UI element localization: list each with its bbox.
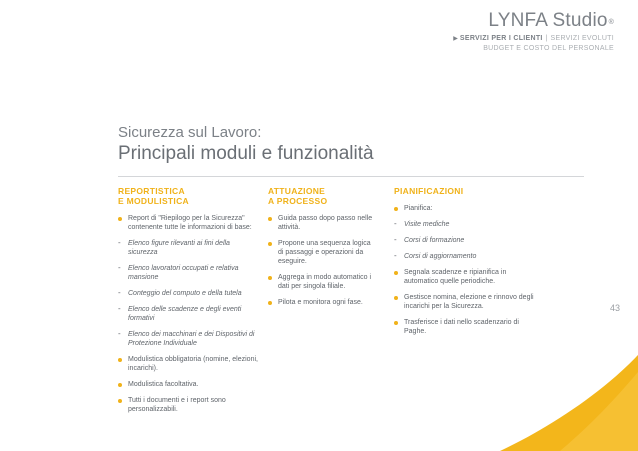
- list-item: [118, 214, 258, 232]
- list-item: [118, 396, 258, 414]
- list-item: [268, 239, 378, 266]
- breadcrumb-active[interactable]: SERVIZI PER I CLIENTI: [459, 35, 543, 42]
- feature-list: [394, 204, 534, 336]
- list-item-text: Segnala scadenze e ripianifica in automatico quelle periodiche.: [404, 269, 507, 285]
- column-pianificazioni: [394, 186, 534, 343]
- list-item-text: Pilota e monitora ogni fase.: [278, 299, 363, 306]
- list-item: [118, 305, 258, 323]
- list-item-text: Conteggio del computo e della tutela: [128, 290, 242, 297]
- list-item-text: Trasferisce i dati nello scadenzario di Paghe.: [404, 319, 519, 335]
- list-item: [118, 330, 258, 348]
- breadcrumb-separator: |: [545, 35, 548, 42]
- column-heading: ATTUAZIONE A PROCESSO: [268, 186, 328, 206]
- list-item-text: Elenco lavoratori occupati e relativa mansione: [128, 265, 239, 281]
- list-item: [118, 264, 258, 282]
- list-item: [394, 318, 534, 336]
- list-item-text: Corsi di formazione: [404, 237, 465, 244]
- list-item-text: Guida passo dopo passo nelle attività.: [278, 215, 373, 231]
- list-item-text: Aggrega in modo automatico i dati per singola filiale.: [278, 274, 371, 290]
- breadcrumb-section[interactable]: SERVIZI EVOLUTI: [550, 35, 614, 42]
- list-item-text: Elenco delle scadenze e degli eventi formativi: [128, 306, 242, 322]
- brand-title: [453, 10, 614, 32]
- list-item-text: Propone una sequenza logica di passaggi e operazioni da eseguire.: [278, 240, 371, 265]
- column-attuazione: [268, 186, 378, 314]
- list-item: [394, 236, 534, 245]
- breadcrumb-subsection[interactable]: BUDGET E COSTO DEL PERSONALE: [483, 45, 614, 52]
- list-item: [118, 239, 258, 257]
- feature-list: [118, 214, 258, 414]
- list-item: [394, 252, 534, 261]
- registered-mark: ®: [608, 19, 614, 26]
- page-number: 43: [610, 303, 621, 313]
- list-item: [394, 204, 534, 213]
- column-heading: PIANIFICAZIONI: [394, 186, 464, 196]
- breadcrumb: [453, 34, 614, 44]
- list-item: [394, 220, 534, 229]
- list-item: [394, 293, 534, 311]
- list-item: [118, 289, 258, 298]
- list-item-text: Gestisce nomina, elezione e rinnovo degli incarichi per la Sicurezza.: [404, 294, 534, 310]
- title-divider: [118, 176, 584, 177]
- page-kicker: Sicurezza sul Lavoro:: [118, 124, 262, 141]
- list-item: [394, 268, 534, 286]
- page-title: Principali moduli e funzionalità: [118, 143, 374, 164]
- list-item-text: Report di "Riepilogo per la Sicurezza" contenente tutte le informazioni di base:: [128, 215, 252, 231]
- play-arrow-icon: ▶: [453, 36, 458, 42]
- list-item-text: Tutti i documenti e i report sono personalizzabili.: [128, 397, 226, 413]
- list-item-text: Visite mediche: [404, 221, 450, 228]
- list-item-text: Elenco dei macchinari e dei Dispositivi di Protezione Individuale: [128, 331, 255, 347]
- brand-header: [453, 10, 614, 53]
- feature-list: [268, 214, 378, 307]
- column-heading: REPORTISTICA E MODULISTICA: [118, 186, 189, 206]
- list-item: [118, 380, 258, 389]
- list-item-text: Modulistica facoltativa.: [128, 381, 199, 388]
- brand-name: LYNFA Studio: [488, 10, 608, 31]
- list-item-text: Pianifica:: [404, 205, 433, 212]
- list-item: [268, 298, 378, 307]
- list-item: [118, 355, 258, 373]
- list-item: [268, 214, 378, 232]
- list-item-text: Elenco figure rilevanti ai fini della sicurezza: [128, 240, 230, 256]
- list-item: [268, 273, 378, 291]
- list-item-text: Modulistica obbligatoria (nomine, elezioni, incarichi).: [128, 356, 258, 372]
- list-item-text: Corsi di aggiornamento: [404, 253, 477, 260]
- column-reportistica: [118, 186, 258, 421]
